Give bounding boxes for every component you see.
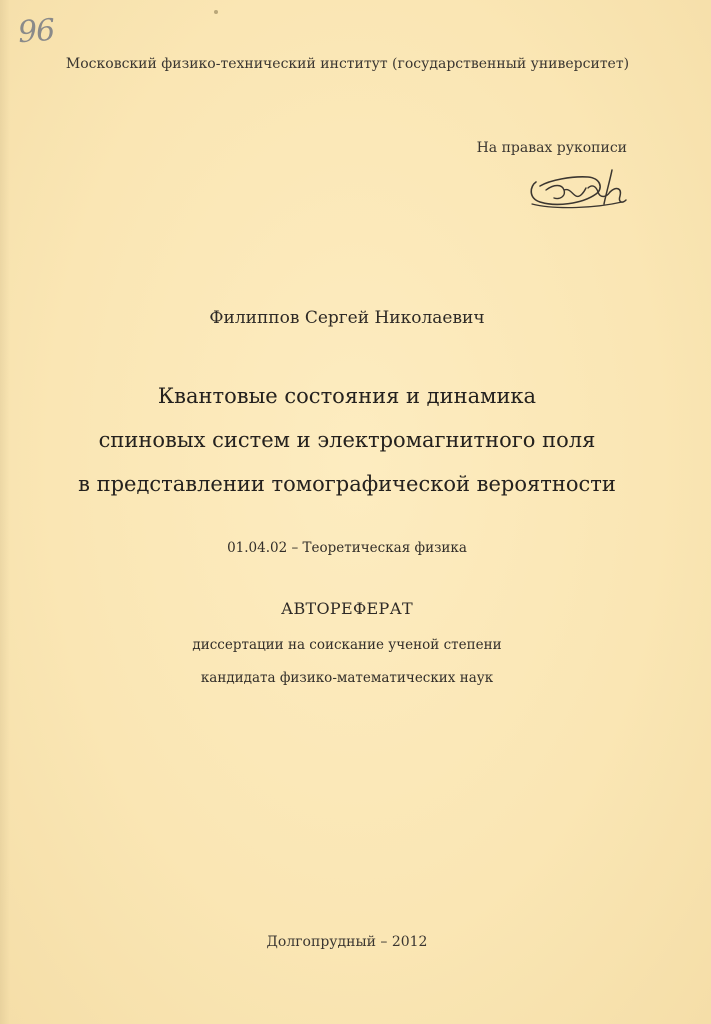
degree-line-2: кандидата физико-математических наук [200, 670, 494, 686]
paper-speck [214, 10, 218, 14]
rights-note: На правах рукописи [476, 140, 627, 156]
degree-description [0, 632, 694, 698]
abstract-heading: АВТОРЕФЕРАТ [281, 599, 413, 618]
degree-line-1: диссертации на соискание ученой степени [192, 637, 502, 653]
dissertation-title [0, 374, 694, 506]
page-edge-shadow [0, 0, 10, 1024]
title-line-2: спиновых систем и электромагнитного поля [98, 428, 596, 452]
place-and-year: Долгопрудный – 2012 [266, 934, 428, 950]
title-line-1: Квантовые состояния и динамика [157, 384, 537, 408]
title-line-3: в представлении томографической вероятности [78, 472, 616, 496]
author-name: Филиппов Сергей Николаевич [209, 308, 485, 328]
specialty-code: 01.04.02 – Теоретическая физика [227, 540, 467, 556]
institution-name: Московский физико-технический институт (государственный университет) [65, 56, 630, 72]
handwritten-page-number: 96 [16, 12, 56, 51]
handwritten-signature [526, 164, 630, 214]
